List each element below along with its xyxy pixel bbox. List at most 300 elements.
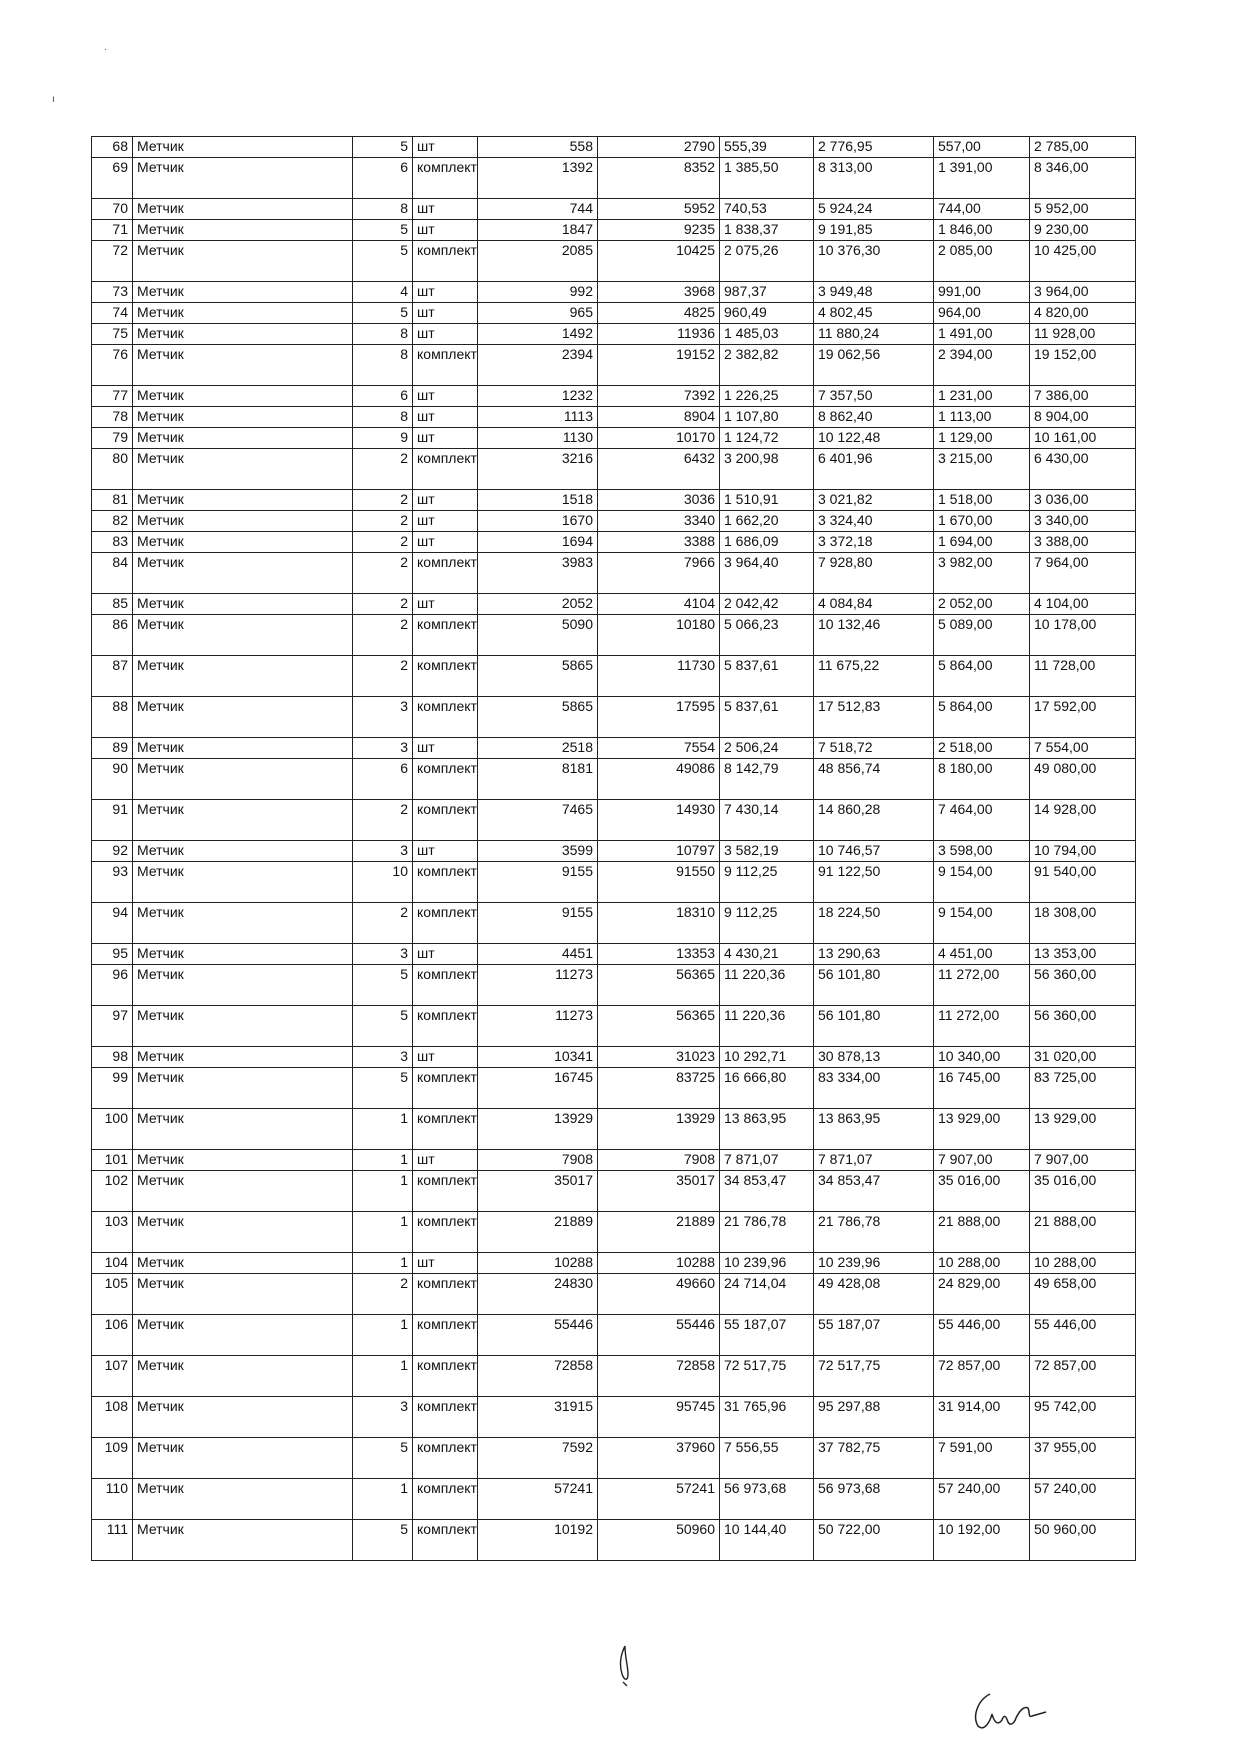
amount-cell: 19152 (598, 345, 720, 386)
item-name-cell: Метчик (133, 1006, 353, 1047)
table-row (92, 345, 1136, 386)
item-name-cell: Метчик (133, 449, 353, 490)
price-2-cell: 9 154,00 (934, 862, 1030, 903)
amount-cell: 31023 (598, 1047, 720, 1068)
price-2-cell: 3 215,00 (934, 449, 1030, 490)
row-number-cell: 82 (92, 511, 133, 532)
amount-2-cell: 7 554,00 (1030, 738, 1136, 759)
table-row (92, 241, 1136, 282)
amount-1-cell: 13 290,63 (814, 944, 934, 965)
unit-cell: комплект (413, 965, 478, 1006)
quantity-cell: 2 (353, 656, 413, 697)
amount-1-cell: 3 949,48 (814, 282, 934, 303)
table-row (92, 965, 1136, 1006)
price-1-cell: 5 066,23 (720, 615, 814, 656)
table-row (92, 1253, 1136, 1274)
quantity-cell: 6 (353, 158, 413, 199)
price-1-cell: 1 838,37 (720, 220, 814, 241)
item-name-cell: Метчик (133, 158, 353, 199)
amount-2-cell: 56 360,00 (1030, 965, 1136, 1006)
amount-2-cell: 13 353,00 (1030, 944, 1136, 965)
unit-cell: шт (413, 282, 478, 303)
amount-2-cell: 21 888,00 (1030, 1212, 1136, 1253)
table-row (92, 1150, 1136, 1171)
quantity-cell: 5 (353, 1006, 413, 1047)
price-cell: 1130 (478, 428, 598, 449)
unit-cell: шт (413, 1150, 478, 1171)
row-number-cell: 100 (92, 1109, 133, 1150)
price-2-cell: 2 052,00 (934, 594, 1030, 615)
initial-mark (615, 1644, 635, 1688)
price-cell: 2052 (478, 594, 598, 615)
quantity-cell: 3 (353, 697, 413, 738)
price-2-cell: 3 982,00 (934, 553, 1030, 594)
amount-2-cell: 50 960,00 (1030, 1520, 1136, 1561)
quantity-cell: 5 (353, 303, 413, 324)
row-number-cell: 102 (92, 1171, 133, 1212)
table-row (92, 903, 1136, 944)
table-row (92, 615, 1136, 656)
item-name-cell: Метчик (133, 1274, 353, 1315)
unit-cell: комплект (413, 1109, 478, 1150)
price-1-cell: 72 517,75 (720, 1356, 814, 1397)
amount-2-cell: 11 928,00 (1030, 324, 1136, 345)
price-1-cell: 31 765,96 (720, 1397, 814, 1438)
price-cell: 21889 (478, 1212, 598, 1253)
unit-cell: шт (413, 324, 478, 345)
table-row (92, 1006, 1136, 1047)
amount-2-cell: 83 725,00 (1030, 1068, 1136, 1109)
amount-1-cell: 17 512,83 (814, 697, 934, 738)
price-cell: 10288 (478, 1253, 598, 1274)
unit-cell: комплект (413, 800, 478, 841)
amount-cell: 4825 (598, 303, 720, 324)
table-row (92, 1171, 1136, 1212)
amount-1-cell: 55 187,07 (814, 1315, 934, 1356)
price-cell: 11273 (478, 965, 598, 1006)
unit-cell: комплект (413, 345, 478, 386)
price-1-cell: 960,49 (720, 303, 814, 324)
amount-cell: 9235 (598, 220, 720, 241)
amount-1-cell: 14 860,28 (814, 800, 934, 841)
amount-2-cell: 37 955,00 (1030, 1438, 1136, 1479)
item-name-cell: Метчик (133, 1253, 353, 1274)
amount-cell: 56365 (598, 965, 720, 1006)
table-row (92, 158, 1136, 199)
amount-2-cell: 10 178,00 (1030, 615, 1136, 656)
price-2-cell: 72 857,00 (934, 1356, 1030, 1397)
amount-1-cell: 95 297,88 (814, 1397, 934, 1438)
quantity-cell: 4 (353, 282, 413, 303)
price-1-cell: 10 144,40 (720, 1520, 814, 1561)
amount-2-cell: 6 430,00 (1030, 449, 1136, 490)
price-1-cell: 987,37 (720, 282, 814, 303)
amount-1-cell: 30 878,13 (814, 1047, 934, 1068)
amount-cell: 7392 (598, 386, 720, 407)
table-row (92, 1356, 1136, 1397)
row-number-cell: 108 (92, 1397, 133, 1438)
price-1-cell: 13 863,95 (720, 1109, 814, 1150)
item-name-cell: Метчик (133, 1212, 353, 1253)
table-row (92, 1068, 1136, 1109)
price-cell: 9155 (478, 862, 598, 903)
item-name-cell: Метчик (133, 241, 353, 282)
quantity-cell: 3 (353, 1397, 413, 1438)
row-number-cell: 77 (92, 386, 133, 407)
price-1-cell: 9 112,25 (720, 862, 814, 903)
price-1-cell: 34 853,47 (720, 1171, 814, 1212)
quantity-cell: 9 (353, 428, 413, 449)
amount-cell: 35017 (598, 1171, 720, 1212)
amount-2-cell: 49 080,00 (1030, 759, 1136, 800)
row-number-cell: 96 (92, 965, 133, 1006)
item-name-cell: Метчик (133, 759, 353, 800)
row-number-cell: 74 (92, 303, 133, 324)
amount-2-cell: 56 360,00 (1030, 1006, 1136, 1047)
amount-1-cell: 10 132,46 (814, 615, 934, 656)
amount-cell: 50960 (598, 1520, 720, 1561)
amount-2-cell: 11 728,00 (1030, 656, 1136, 697)
unit-cell: комплект (413, 1479, 478, 1520)
price-2-cell: 2 394,00 (934, 345, 1030, 386)
price-cell: 11273 (478, 1006, 598, 1047)
unit-cell: комплект (413, 1438, 478, 1479)
quantity-cell: 8 (353, 407, 413, 428)
amount-1-cell: 9 191,85 (814, 220, 934, 241)
amount-1-cell: 19 062,56 (814, 345, 934, 386)
item-name-cell: Метчик (133, 1150, 353, 1171)
amount-1-cell: 3 372,18 (814, 532, 934, 553)
amount-1-cell: 83 334,00 (814, 1068, 934, 1109)
amount-2-cell: 95 742,00 (1030, 1397, 1136, 1438)
unit-cell: комплект (413, 1068, 478, 1109)
price-1-cell: 740,53 (720, 199, 814, 220)
amount-1-cell: 7 871,07 (814, 1150, 934, 1171)
price-1-cell: 2 382,82 (720, 345, 814, 386)
price-2-cell: 2 085,00 (934, 241, 1030, 282)
price-2-cell: 21 888,00 (934, 1212, 1030, 1253)
amount-2-cell: 35 016,00 (1030, 1171, 1136, 1212)
unit-cell: шт (413, 137, 478, 158)
item-name-cell: Метчик (133, 407, 353, 428)
table-row (92, 759, 1136, 800)
price-2-cell: 1 846,00 (934, 220, 1030, 241)
price-2-cell: 13 929,00 (934, 1109, 1030, 1150)
price-cell: 2518 (478, 738, 598, 759)
amount-2-cell: 19 152,00 (1030, 345, 1136, 386)
price-1-cell: 16 666,80 (720, 1068, 814, 1109)
price-1-cell: 1 124,72 (720, 428, 814, 449)
amount-2-cell: 7 907,00 (1030, 1150, 1136, 1171)
price-1-cell: 55 187,07 (720, 1315, 814, 1356)
amount-cell: 37960 (598, 1438, 720, 1479)
unit-cell: комплект (413, 903, 478, 944)
price-1-cell: 1 510,91 (720, 490, 814, 511)
item-name-cell: Метчик (133, 199, 353, 220)
unit-cell: шт (413, 532, 478, 553)
price-1-cell: 21 786,78 (720, 1212, 814, 1253)
price-cell: 35017 (478, 1171, 598, 1212)
row-number-cell: 107 (92, 1356, 133, 1397)
item-name-cell: Метчик (133, 965, 353, 1006)
table-row (92, 1109, 1136, 1150)
table-row (92, 532, 1136, 553)
price-1-cell: 3 200,98 (720, 449, 814, 490)
row-number-cell: 104 (92, 1253, 133, 1274)
quantity-cell: 2 (353, 594, 413, 615)
price-cell: 1518 (478, 490, 598, 511)
table-row (92, 449, 1136, 490)
amount-cell: 3968 (598, 282, 720, 303)
price-1-cell: 8 142,79 (720, 759, 814, 800)
amount-cell: 49660 (598, 1274, 720, 1315)
amount-1-cell: 56 101,80 (814, 1006, 934, 1047)
price-1-cell: 9 112,25 (720, 903, 814, 944)
amount-1-cell: 8 862,40 (814, 407, 934, 428)
amount-2-cell: 10 288,00 (1030, 1253, 1136, 1274)
quantity-cell: 5 (353, 1438, 413, 1479)
amount-2-cell: 10 425,00 (1030, 241, 1136, 282)
unit-cell: комплект (413, 656, 478, 697)
price-1-cell: 1 662,20 (720, 511, 814, 532)
row-number-cell: 111 (92, 1520, 133, 1561)
price-2-cell: 7 591,00 (934, 1438, 1030, 1479)
unit-cell: комплект (413, 1006, 478, 1047)
amount-2-cell: 55 446,00 (1030, 1315, 1136, 1356)
item-name-cell: Метчик (133, 656, 353, 697)
price-cell: 3599 (478, 841, 598, 862)
item-name-cell: Метчик (133, 303, 353, 324)
price-1-cell: 3 964,40 (720, 553, 814, 594)
unit-cell: комплект (413, 158, 478, 199)
price-2-cell: 5 864,00 (934, 697, 1030, 738)
amount-1-cell: 7 928,80 (814, 553, 934, 594)
amount-cell: 57241 (598, 1479, 720, 1520)
table-row (92, 490, 1136, 511)
quantity-cell: 3 (353, 1047, 413, 1068)
amount-cell: 8352 (598, 158, 720, 199)
quantity-cell: 6 (353, 759, 413, 800)
item-name-cell: Метчик (133, 738, 353, 759)
row-number-cell: 105 (92, 1274, 133, 1315)
amount-1-cell: 10 122,48 (814, 428, 934, 449)
item-name-cell: Метчик (133, 386, 353, 407)
table-row (92, 1438, 1136, 1479)
table-row (92, 1274, 1136, 1315)
price-2-cell: 8 180,00 (934, 759, 1030, 800)
quantity-cell: 1 (353, 1356, 413, 1397)
row-number-cell: 103 (92, 1212, 133, 1253)
quantity-cell: 2 (353, 800, 413, 841)
item-name-cell: Метчик (133, 615, 353, 656)
row-number-cell: 84 (92, 553, 133, 594)
row-number-cell: 90 (92, 759, 133, 800)
item-name-cell: Метчик (133, 862, 353, 903)
quantity-cell: 3 (353, 841, 413, 862)
price-2-cell: 7 907,00 (934, 1150, 1030, 1171)
amount-2-cell: 10 794,00 (1030, 841, 1136, 862)
price-1-cell: 3 582,19 (720, 841, 814, 862)
unit-cell: комплект (413, 1397, 478, 1438)
price-2-cell: 11 272,00 (934, 965, 1030, 1006)
price-1-cell: 2 506,24 (720, 738, 814, 759)
amount-1-cell: 2 776,95 (814, 137, 934, 158)
quantity-cell: 1 (353, 1109, 413, 1150)
amount-cell: 18310 (598, 903, 720, 944)
amount-2-cell: 9 230,00 (1030, 220, 1136, 241)
price-cell: 72858 (478, 1356, 598, 1397)
unit-cell: шт (413, 738, 478, 759)
quantity-cell: 2 (353, 615, 413, 656)
scan-mark: ı (52, 94, 55, 105)
items-table (91, 136, 1136, 1561)
price-cell: 744 (478, 199, 598, 220)
unit-cell: комплект (413, 759, 478, 800)
amount-cell: 49086 (598, 759, 720, 800)
row-number-cell: 101 (92, 1150, 133, 1171)
price-cell: 24830 (478, 1274, 598, 1315)
price-2-cell: 16 745,00 (934, 1068, 1030, 1109)
amount-cell: 10180 (598, 615, 720, 656)
amount-cell: 10170 (598, 428, 720, 449)
unit-cell: шт (413, 1253, 478, 1274)
price-cell: 1847 (478, 220, 598, 241)
row-number-cell: 69 (92, 158, 133, 199)
item-name-cell: Метчик (133, 1520, 353, 1561)
price-cell: 31915 (478, 1397, 598, 1438)
item-name-cell: Метчик (133, 1397, 353, 1438)
price-cell: 2085 (478, 241, 598, 282)
price-2-cell: 1 231,00 (934, 386, 1030, 407)
quantity-cell: 3 (353, 944, 413, 965)
price-1-cell: 10 239,96 (720, 1253, 814, 1274)
table-row (92, 1479, 1136, 1520)
amount-1-cell: 3 324,40 (814, 511, 934, 532)
unit-cell: шт (413, 220, 478, 241)
amount-1-cell: 7 518,72 (814, 738, 934, 759)
row-number-cell: 91 (92, 800, 133, 841)
amount-2-cell: 18 308,00 (1030, 903, 1136, 944)
price-cell: 558 (478, 137, 598, 158)
price-2-cell: 7 464,00 (934, 800, 1030, 841)
price-cell: 10192 (478, 1520, 598, 1561)
amount-cell: 11936 (598, 324, 720, 345)
table-row (92, 697, 1136, 738)
item-name-cell: Метчик (133, 594, 353, 615)
table-row (92, 199, 1136, 220)
amount-2-cell: 3 388,00 (1030, 532, 1136, 553)
item-name-cell: Метчик (133, 282, 353, 303)
price-2-cell: 57 240,00 (934, 1479, 1030, 1520)
table-row (92, 386, 1136, 407)
signature (968, 1686, 1078, 1736)
amount-1-cell: 18 224,50 (814, 903, 934, 944)
amount-2-cell: 2 785,00 (1030, 137, 1136, 158)
amount-cell: 4104 (598, 594, 720, 615)
table-row (92, 220, 1136, 241)
amount-cell: 3340 (598, 511, 720, 532)
row-number-cell: 85 (92, 594, 133, 615)
quantity-cell: 1 (353, 1171, 413, 1212)
unit-cell: шт (413, 428, 478, 449)
price-2-cell: 1 670,00 (934, 511, 1030, 532)
unit-cell: шт (413, 490, 478, 511)
unit-cell: шт (413, 199, 478, 220)
price-2-cell: 1 129,00 (934, 428, 1030, 449)
table-row (92, 1212, 1136, 1253)
quantity-cell: 5 (353, 241, 413, 282)
scan-mark: · (104, 44, 108, 55)
amount-2-cell: 49 658,00 (1030, 1274, 1136, 1315)
unit-cell: шт (413, 303, 478, 324)
amount-cell: 55446 (598, 1315, 720, 1356)
amount-cell: 10288 (598, 1253, 720, 1274)
row-number-cell: 76 (92, 345, 133, 386)
unit-cell: комплект (413, 1212, 478, 1253)
amount-2-cell: 4 104,00 (1030, 594, 1136, 615)
table-row (92, 137, 1136, 158)
price-cell: 7465 (478, 800, 598, 841)
table-row (92, 841, 1136, 862)
amount-2-cell: 8 904,00 (1030, 407, 1136, 428)
amount-2-cell: 14 928,00 (1030, 800, 1136, 841)
amount-cell: 2790 (598, 137, 720, 158)
quantity-cell: 2 (353, 490, 413, 511)
quantity-cell: 5 (353, 220, 413, 241)
table-row (92, 738, 1136, 759)
amount-1-cell: 7 357,50 (814, 386, 934, 407)
amount-2-cell: 3 036,00 (1030, 490, 1136, 511)
row-number-cell: 99 (92, 1068, 133, 1109)
amount-2-cell: 7 964,00 (1030, 553, 1136, 594)
table-row (92, 303, 1136, 324)
price-cell: 16745 (478, 1068, 598, 1109)
price-2-cell: 1 491,00 (934, 324, 1030, 345)
item-name-cell: Метчик (133, 800, 353, 841)
unit-cell: комплект (413, 862, 478, 903)
price-2-cell: 2 518,00 (934, 738, 1030, 759)
price-2-cell: 1 694,00 (934, 532, 1030, 553)
table-row (92, 862, 1136, 903)
price-1-cell: 24 714,04 (720, 1274, 814, 1315)
price-2-cell: 744,00 (934, 199, 1030, 220)
amount-1-cell: 10 746,57 (814, 841, 934, 862)
table-row (92, 1315, 1136, 1356)
amount-1-cell: 56 101,80 (814, 965, 934, 1006)
row-number-cell: 106 (92, 1315, 133, 1356)
quantity-cell: 2 (353, 1274, 413, 1315)
row-number-cell: 83 (92, 532, 133, 553)
table-row (92, 553, 1136, 594)
price-2-cell: 3 598,00 (934, 841, 1030, 862)
amount-1-cell: 11 880,24 (814, 324, 934, 345)
price-1-cell: 11 220,36 (720, 965, 814, 1006)
amount-cell: 56365 (598, 1006, 720, 1047)
price-2-cell: 10 288,00 (934, 1253, 1030, 1274)
price-1-cell: 4 430,21 (720, 944, 814, 965)
amount-1-cell: 91 122,50 (814, 862, 934, 903)
price-2-cell: 991,00 (934, 282, 1030, 303)
price-1-cell: 2 042,42 (720, 594, 814, 615)
item-name-cell: Метчик (133, 532, 353, 553)
row-number-cell: 98 (92, 1047, 133, 1068)
row-number-cell: 110 (92, 1479, 133, 1520)
price-cell: 8181 (478, 759, 598, 800)
amount-1-cell: 50 722,00 (814, 1520, 934, 1561)
item-name-cell: Метчик (133, 1438, 353, 1479)
unit-cell: комплект (413, 241, 478, 282)
price-cell: 1670 (478, 511, 598, 532)
